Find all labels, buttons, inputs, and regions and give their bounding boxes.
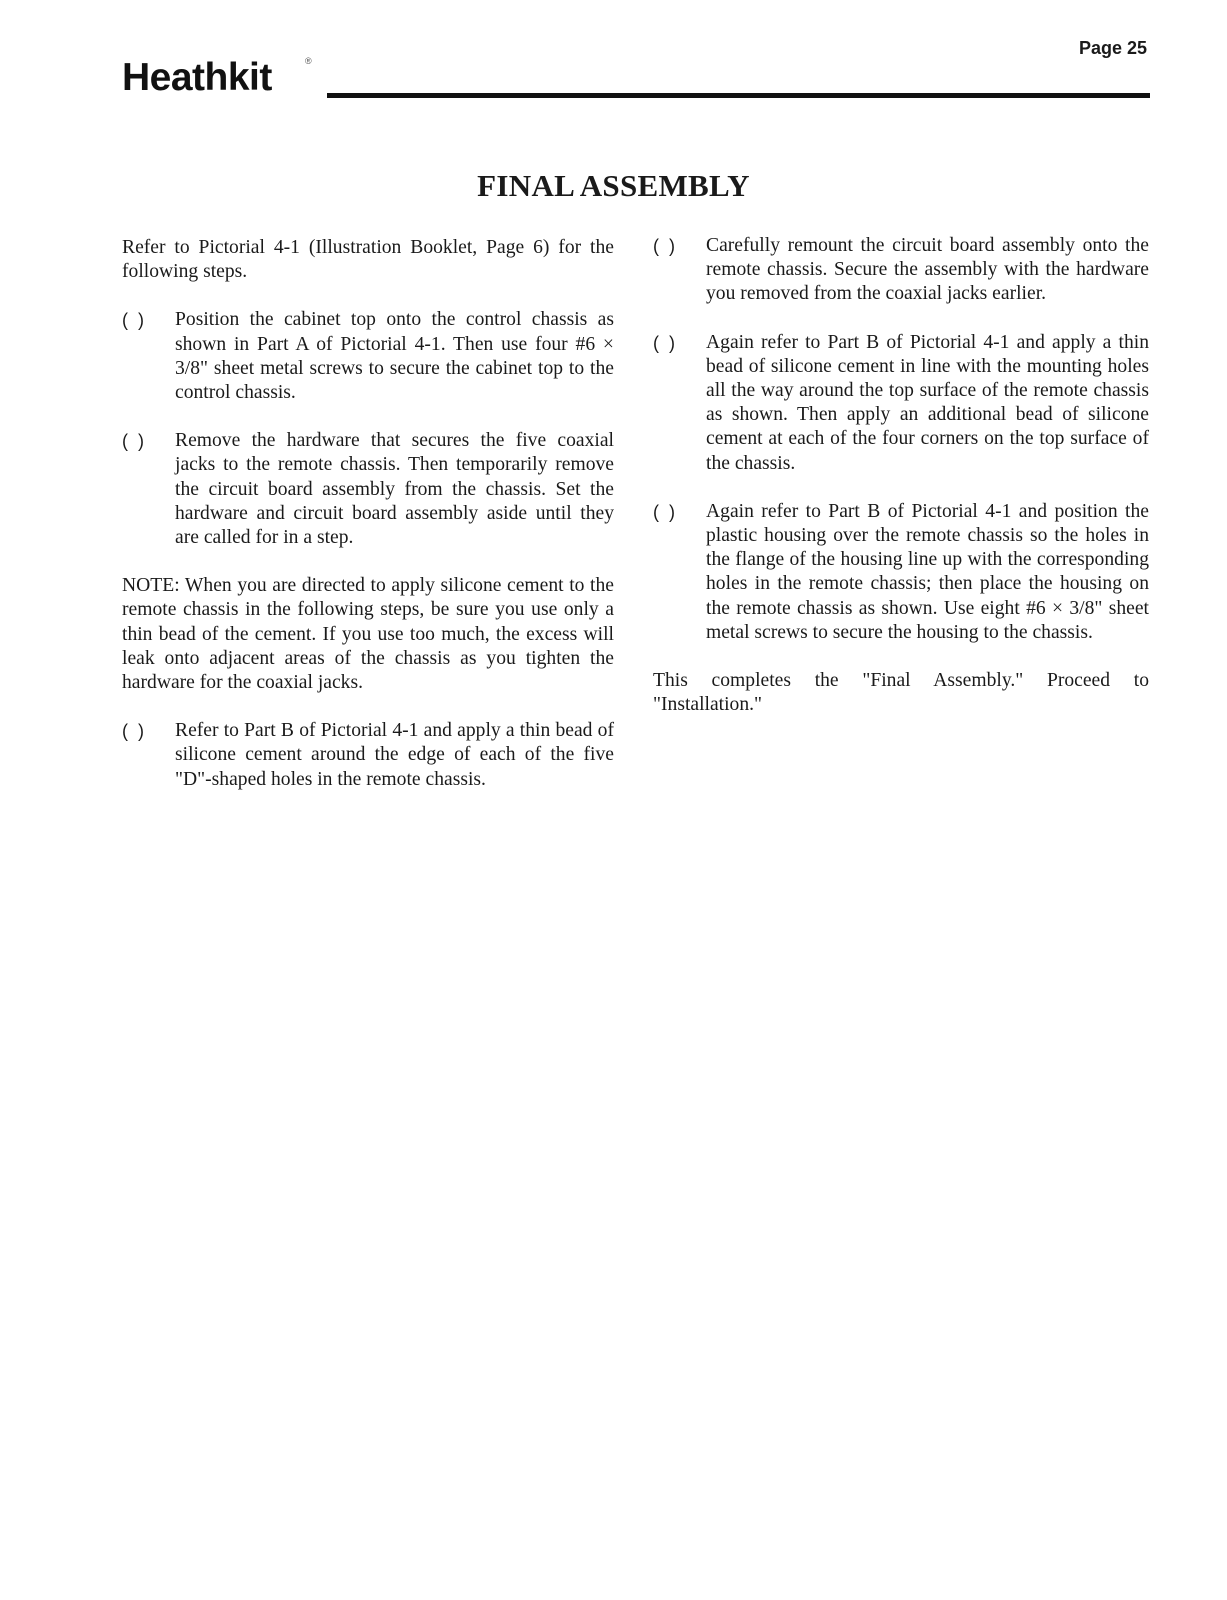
page-number: Page 25 — [1078, 38, 1147, 58]
page-title: FINAL ASSEMBLY — [477, 168, 750, 203]
step-item — [653, 331, 1149, 476]
step-text: Again refer to Part B of Pictorial 4-1 and position the plastic housing over the remote chassis so the holes in the flange of the housing line up with the corresponding holes in the remote chassis; then place the housing on the remote chassis as shown. Use eight #6 × 3/8" sheet metal screws to secure the housing to the chassis. — [706, 500, 1149, 643]
step-item — [122, 719, 614, 792]
step-text: Carefully remount the circuit board assembly onto the remote chassis. Secure the assembly with the hardware you removed from the coaxial jacks earlier. — [706, 235, 1149, 305]
step-checkbox[interactable]: ( ) — [653, 236, 675, 256]
step-checkbox[interactable]: ( ) — [653, 501, 675, 522]
step-text: Refer to Part B of Pictorial 4-1 and apply a thin bead of silicone cement around the edge of each of the five "D"-shaped holes in the remote chassis. — [175, 720, 614, 790]
step-text: Position the cabinet top onto the control chassis as shown in Part A of Pictorial 4-1. Then use four #6 × 3/8" sheet metal screws to secure the cabinet top to the control chassis. — [175, 309, 614, 404]
header-rule — [327, 93, 1150, 98]
note-paragraph: NOTE: When you are directed to apply silicone cement to the remote chassis in the following steps, be sure you use only a thin bead of the cement. If you use too much, the excess will leak onto adjacent areas of the chassis as you tighten the hardware for the coaxial jacks. — [122, 575, 614, 694]
step-checkbox[interactable]: ( ) — [122, 721, 144, 742]
step-item — [653, 500, 1149, 645]
step-item — [653, 234, 1149, 307]
brand-logo: Heathkit — [122, 56, 272, 99]
step-item — [122, 308, 614, 405]
left-column — [122, 236, 614, 816]
step-text: Again refer to Part B of Pictorial 4-1 and apply a thin bead of silicone cement in line with the mounting holes all the way around the top surface of the remote chassis as shown. Then apply an additional bead of silicone cement at each of the four corners on the top surface of the chassis. — [706, 331, 1149, 474]
step-checkbox[interactable]: ( ) — [122, 310, 144, 331]
step-item — [122, 429, 614, 550]
right-column — [653, 234, 1149, 741]
step-checkbox[interactable]: ( ) — [122, 431, 144, 452]
step-checkbox[interactable]: ( ) — [653, 332, 675, 353]
closing-paragraph: This completes the "Final Assembly." Proceed to "Installation." — [653, 670, 1149, 716]
step-text: Remove the hardware that secures the five coaxial jacks to the remote chassis. Then temporarily remove the circuit board assembly from the chassis. Set the hardware and circuit board assembly aside until they are called for in a step. — [175, 430, 614, 549]
registered-mark: ® — [305, 56, 312, 66]
intro-paragraph: Refer to Pictorial 4-1 (Illustration Booklet, Page 6) for the following steps. — [122, 237, 614, 283]
